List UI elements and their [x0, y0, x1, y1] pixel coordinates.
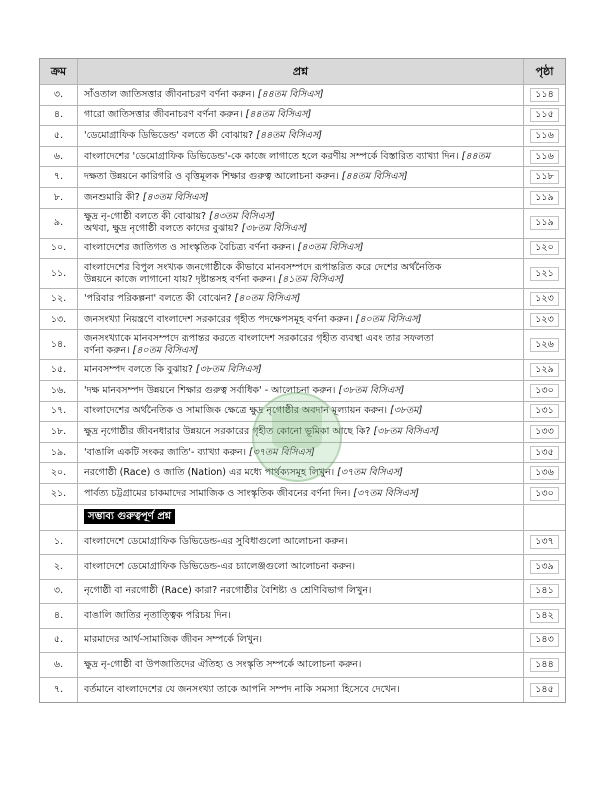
- row-serial: [40, 580, 78, 605]
- question-line: [84, 385, 517, 397]
- row-question: [78, 402, 524, 423]
- bcs-tag: [৩৭তম বিসিএস]: [337, 467, 403, 479]
- table-row: [40, 604, 565, 629]
- question-text: ক্ষুদ্র নৃ-গোষ্ঠী বলতে কী বোঝায়?: [84, 211, 207, 223]
- row-serial: [40, 629, 78, 654]
- page-number: ১৩৫: [530, 446, 559, 460]
- row-question: [78, 239, 524, 260]
- table-row: [40, 678, 565, 703]
- bcs-tag: [৪৪তম বিসিএস]: [256, 129, 322, 141]
- page-number: ১৪৩: [530, 633, 559, 647]
- row-page: [524, 106, 565, 127]
- serial-number: ১০.: [50, 242, 67, 254]
- question-text: বাংলাদেশে ডেমোগ্রাফিক ডিভিডেন্ড-এর সুবিধাগুলো আলোচনা করুন।: [84, 536, 348, 548]
- serial-number: ১৫.: [50, 364, 67, 376]
- page-number: ১৩৯: [530, 560, 559, 574]
- page-number: ১৩৩: [530, 425, 559, 439]
- row-serial: [40, 360, 78, 381]
- bcs-tag: [৪৪তম: [461, 150, 491, 162]
- serial-column-header: ক্রম: [40, 59, 78, 85]
- serial-number: ১৩.: [50, 313, 67, 325]
- serial-number: ১৬.: [50, 384, 67, 396]
- question-line: [84, 405, 517, 417]
- page-number: ১২৬: [530, 338, 559, 352]
- serial-number: ১২.: [50, 292, 67, 304]
- row-serial: [40, 106, 78, 127]
- row-serial: [40, 188, 78, 209]
- serial-number: ৬.: [53, 658, 64, 670]
- table-row: [40, 484, 565, 505]
- question-text: 'বাঙালি একটি সংকর জাতি'- ব্যাখ্যা করুন।: [84, 446, 246, 458]
- row-serial: [40, 381, 78, 402]
- question-text: জনসংখ্যাকে মানবসম্পদে রূপান্তর করতে বাংলাদেশ সরকারের গৃহীত ব্যবস্থা এবং তার সফলতা: [84, 332, 434, 344]
- page-number: ১৪৪: [530, 658, 559, 672]
- bcs-tag: [৩৭তম বিসিএস]: [353, 487, 419, 499]
- row-serial: [40, 259, 78, 289]
- row-question: [78, 126, 524, 147]
- serial-number: ৫.: [53, 129, 64, 141]
- row-question: [78, 463, 524, 484]
- row-page: [524, 126, 565, 147]
- row-page: [524, 289, 565, 310]
- row-page: [524, 463, 565, 484]
- row-serial: [40, 555, 78, 580]
- question-text: বাংলাদেশের 'ডেমোগ্রাফিক ডিভিডেন্ড'-কে কাজে লাগাতে হলে করণীয় সম্পর্কে বিস্তারিত ব্যাখ্যা দিন।: [84, 150, 459, 162]
- bcs-tag: [৪৩তম বিসিএস]: [209, 211, 275, 223]
- question-text: নৃগোষ্ঠী বা নরগোষ্ঠী (Race) কারা? নরগোষ্ঠীর বৈশিষ্ট্য ও শ্রেণিবিভাগ লিখুন।: [84, 585, 372, 597]
- row-page: [524, 629, 565, 654]
- question-column-header: প্রশ্ন: [78, 59, 524, 85]
- row-page: [524, 239, 565, 260]
- row-page: [524, 678, 565, 703]
- row-serial: [40, 126, 78, 147]
- page-number: ১১৮: [530, 170, 559, 184]
- page-number: ১৩৭: [530, 535, 559, 549]
- question-line: [84, 151, 517, 163]
- bcs-tag: [৩৮তম বিসিএস]: [338, 384, 405, 396]
- table-row: [40, 209, 565, 239]
- bcs-tag: [৪৪তম বিসিএস]: [257, 88, 324, 100]
- row-serial: [40, 85, 78, 106]
- question-line: [84, 364, 517, 376]
- table-row: [40, 259, 565, 289]
- question-line: [84, 488, 517, 500]
- row-page: [524, 443, 565, 464]
- question-text: বাংলাদেশের বিপুল সংখ্যক জনগোষ্ঠীকে কীভাবে মানবসম্পদে রূপান্তরিত করে দেশের অর্থনৈতিক: [84, 261, 442, 273]
- question-text: বাঙালি জাতির নৃতাত্ত্বিক পরিচয় দিন।: [84, 609, 231, 621]
- row-page: [524, 402, 565, 423]
- row-serial: [40, 604, 78, 629]
- section-heading-cell: [78, 505, 524, 531]
- row-page: [524, 555, 565, 580]
- page-number: ১২৩: [530, 292, 559, 306]
- serial-number: ৩.: [53, 88, 64, 100]
- table-row: [40, 85, 565, 106]
- row-page: [524, 653, 565, 678]
- row-serial: [40, 443, 78, 464]
- question-text: পার্বত্য চট্টগ্রামের চাকমাদের সামাজিক ও সাংস্কৃতিক জীবনের বর্ণনা দিন।: [84, 487, 351, 499]
- serial-number: ৬.: [53, 150, 64, 162]
- page-number: ১১৪: [530, 88, 559, 102]
- question-line: [84, 345, 517, 357]
- question-text: 'দক্ষ মানবসম্পদ উন্নয়নে শিক্ষার গুরুত্ব সর্বাধিক' - আলোচনা করুন।: [84, 384, 336, 396]
- question-text: বাংলাদেশে ডেমোগ্রাফিক ডিভিডেন্ড-এর চ্যালেঞ্জগুলো আলোচনা করুন।: [84, 560, 355, 572]
- page-number: ১৪১: [530, 584, 559, 598]
- bcs-tag: [৪৪তম বিসিএস]: [341, 171, 408, 183]
- question-text: মারমাদের আর্থ-সামাজিক জীবন সম্পর্কে লিখুন।: [84, 634, 263, 646]
- section-empty-cell: [524, 505, 565, 531]
- row-question: [78, 381, 524, 402]
- row-question: [78, 106, 524, 127]
- table-row: [40, 555, 565, 580]
- row-serial: [40, 330, 78, 360]
- question-line: [84, 314, 517, 326]
- question-text: বর্ণনা করুন।: [84, 344, 130, 356]
- row-question: [78, 484, 524, 505]
- row-question: [78, 330, 524, 360]
- serial-number: ৯.: [53, 217, 64, 229]
- question-text: 'ডেমোগ্রাফিক ডিভিডেন্ড' বলতে কী বোঝায়?: [84, 129, 254, 141]
- question-text: অথবা, ক্ষুদ্র নৃগোষ্ঠী বলতে কাদের বুঝায়?: [84, 223, 239, 235]
- serial-number: ২.: [53, 560, 64, 572]
- question-line: [84, 130, 517, 142]
- section-heading: সম্ভাব্য গুরুত্বপূর্ণ প্রশ্ন: [84, 509, 175, 524]
- row-page: [524, 167, 565, 188]
- bcs-tag: [৪৩তম বিসিএস]: [142, 191, 209, 203]
- question-text: গারো জাতিসত্তার জীবনাচরণ বর্ণনা করুন।: [84, 109, 243, 121]
- row-question: [78, 604, 524, 629]
- row-page: [524, 147, 565, 168]
- row-page: [524, 85, 565, 106]
- row-question: [78, 629, 524, 654]
- serial-number: ৪.: [53, 609, 64, 621]
- page-number: ১৩০: [530, 487, 559, 501]
- table-row: [40, 580, 565, 605]
- table-row: [40, 463, 565, 484]
- bcs-tag: [৩৮তম বিসিএস]: [373, 425, 440, 437]
- serial-number: ৭.: [53, 683, 64, 695]
- question-text: দক্ষতা উন্নয়নে কারিগরি ও বৃত্তিমূলক শিক্ষার গুরুত্ব আলোচনা করুন।: [84, 171, 339, 183]
- bcs-tag: [৪৩তম বিসিএস]: [297, 242, 364, 254]
- row-page: [524, 188, 565, 209]
- row-serial: [40, 310, 78, 331]
- question-line: [84, 211, 517, 223]
- row-serial: [40, 484, 78, 505]
- row-serial: [40, 402, 78, 423]
- bcs-tag: [৪০তম বিসিএস]: [234, 292, 301, 304]
- row-serial: [40, 147, 78, 168]
- bcs-tag: [৪০তম বিসিএস]: [132, 344, 199, 356]
- bcs-tag: [৩৮তম বিসিএস]: [241, 223, 308, 235]
- section-heading-row: [40, 505, 565, 531]
- table-row: [40, 147, 565, 168]
- table-row: [40, 653, 565, 678]
- row-serial: [40, 239, 78, 260]
- serial-number: ১১.: [50, 267, 67, 279]
- bcs-tag: [৩৮তম বিসিএস]: [195, 364, 262, 376]
- question-line: [84, 426, 517, 438]
- serial-number: ১৭.: [50, 405, 67, 417]
- table-row: [40, 402, 565, 423]
- row-serial: [40, 531, 78, 556]
- question-line: [84, 447, 517, 459]
- table-row: [40, 443, 565, 464]
- page-number: ১২১: [530, 267, 559, 281]
- page-number: ১১৯: [530, 216, 559, 230]
- serial-number: ৪.: [53, 109, 64, 121]
- question-line: [84, 171, 517, 183]
- page-number: ১১৬: [530, 129, 559, 143]
- table-row: [40, 106, 565, 127]
- row-question: [78, 310, 524, 331]
- row-serial: [40, 167, 78, 188]
- row-question: [78, 360, 524, 381]
- question-line: [84, 467, 517, 479]
- row-page: [524, 422, 565, 443]
- question-line: [84, 223, 517, 235]
- row-page: [524, 604, 565, 629]
- page-number: ১১৬: [530, 150, 559, 164]
- row-page: [524, 484, 565, 505]
- page-number: ১৩০: [530, 384, 559, 398]
- question-text: বাংলাদেশের অর্থনৈতিক ও সামাজিক ক্ষেত্রে ক্ষুদ্র নৃগোষ্ঠীর অবদান মূল্যায়ন করুন।: [84, 405, 388, 417]
- question-text: বর্তমানে বাংলাদেশের যে জনসংখ্যা তাকে আপনি সম্পদ নাকি সমস্যা হিসেবে দেখেন।: [84, 683, 400, 695]
- bcs-tag: [৩৭তম বিসিএস]: [249, 446, 315, 458]
- row-serial: [40, 422, 78, 443]
- page-number: ১৩৬: [530, 466, 559, 480]
- question-text: নরগোষ্ঠী (Race) ও জাতি (Nation) এর মধ্যে পার্থক্যসমূহ লিখুন।: [84, 467, 335, 479]
- row-question: [78, 289, 524, 310]
- question-line: [84, 192, 517, 204]
- page-number: ১৪৫: [530, 683, 559, 697]
- bcs-tag: [৪০তম বিসিএস]: [355, 313, 422, 325]
- row-page: [524, 209, 565, 239]
- row-question: [78, 555, 524, 580]
- table-row: [40, 531, 565, 556]
- row-page: [524, 310, 565, 331]
- question-text: সাঁওতাল জাতিসত্তার জীবনাচরণ বর্ণনা করুন।: [84, 88, 255, 100]
- row-serial: [40, 209, 78, 239]
- row-question: [78, 188, 524, 209]
- table-row: [40, 360, 565, 381]
- serial-number: ৩.: [53, 585, 64, 597]
- page-column-header: পৃষ্ঠা: [524, 59, 565, 85]
- question-text: বাংলাদেশের জাতিগত ও সাংস্কৃতিক বৈচিত্র্য বর্ণনা করুন।: [84, 242, 295, 254]
- page-number: ১৩১: [530, 404, 559, 418]
- table-row: [40, 167, 565, 188]
- table-row: [40, 289, 565, 310]
- row-serial: [40, 463, 78, 484]
- page-number: ১২৯: [530, 363, 559, 377]
- row-serial: [40, 678, 78, 703]
- table-row: [40, 310, 565, 331]
- row-page: [524, 259, 565, 289]
- question-text: মানবসম্পদ বলতে কি বুঝায়?: [84, 364, 193, 376]
- question-line: [84, 89, 517, 101]
- question-text: ক্ষুদ্র নৃগোষ্ঠীর জীবনধারার উন্নয়নে সরকারের গৃহীত কোনো ভূমিকা আছে কি?: [84, 425, 371, 437]
- question-text: জনশুমারি কী?: [84, 191, 140, 203]
- table-row: [40, 381, 565, 402]
- table-header-row: [40, 59, 565, 85]
- question-text: উন্নয়নে কাজে লাগানো যায়? দৃষ্টান্তসহ বর্ণনা করুন।: [84, 273, 276, 285]
- row-page: [524, 330, 565, 360]
- row-question: [78, 422, 524, 443]
- serial-number: ২১.: [50, 487, 67, 499]
- page-number: ১১৯: [530, 191, 559, 205]
- table-row: [40, 330, 565, 360]
- row-question: [78, 209, 524, 239]
- question-text: জনসংখ্যা নিয়ন্ত্রণে বাংলাদেশ সরকারের গৃহীত পদক্ষেপসমূহ বর্ণনা করুন।: [84, 313, 353, 325]
- row-question: [78, 147, 524, 168]
- table-row: [40, 422, 565, 443]
- serial-number: ৫.: [53, 634, 64, 646]
- row-question: [78, 531, 524, 556]
- question-line: [84, 293, 517, 305]
- row-page: [524, 531, 565, 556]
- question-line: [84, 333, 517, 345]
- question-text: 'পরিবার পরিকল্পনা' বলতে কী বোঝেন?: [84, 292, 232, 304]
- page-number: ১২৩: [530, 313, 559, 327]
- bcs-tag: [৩৮তম]: [390, 405, 423, 417]
- serial-number: ২০.: [50, 467, 67, 479]
- table-row: [40, 188, 565, 209]
- question-line: [84, 242, 517, 254]
- question-line: [84, 274, 517, 286]
- bcs-tag: [৪৪তম বিসিএস]: [245, 109, 312, 121]
- row-question: [78, 167, 524, 188]
- page-number: ১৪২: [530, 609, 559, 623]
- serial-number: ১.: [53, 536, 64, 548]
- row-question: [78, 678, 524, 703]
- row-question: [78, 653, 524, 678]
- table-row: [40, 126, 565, 147]
- row-serial: [40, 653, 78, 678]
- table-row: [40, 629, 565, 654]
- row-page: [524, 580, 565, 605]
- row-page: [524, 360, 565, 381]
- row-page: [524, 381, 565, 402]
- table-row: [40, 239, 565, 260]
- row-question: [78, 259, 524, 289]
- contents-table: [39, 58, 566, 703]
- serial-number: ১৪.: [50, 338, 67, 350]
- question-line: [84, 109, 517, 121]
- row-serial: [40, 289, 78, 310]
- row-question: [78, 85, 524, 106]
- serial-number: ৮.: [53, 191, 64, 203]
- section-empty-cell: [40, 505, 78, 531]
- serial-number: ১৮.: [50, 425, 67, 437]
- row-question: [78, 443, 524, 464]
- page-number: ১১৫: [530, 108, 559, 122]
- serial-number: ৭.: [53, 171, 64, 183]
- serial-number: ১৯.: [50, 446, 67, 458]
- page-number: ১২০: [530, 241, 559, 255]
- row-question: [78, 580, 524, 605]
- question-text: ক্ষুদ্র নৃ-গোষ্ঠী বা উপজাতিদের ঐতিহ্য ও সংস্কৃতি সম্পর্কে আলোচনা করুন।: [84, 658, 362, 670]
- question-line: [84, 262, 517, 274]
- bcs-tag: [৪১তম বিসিএস]: [278, 273, 345, 285]
